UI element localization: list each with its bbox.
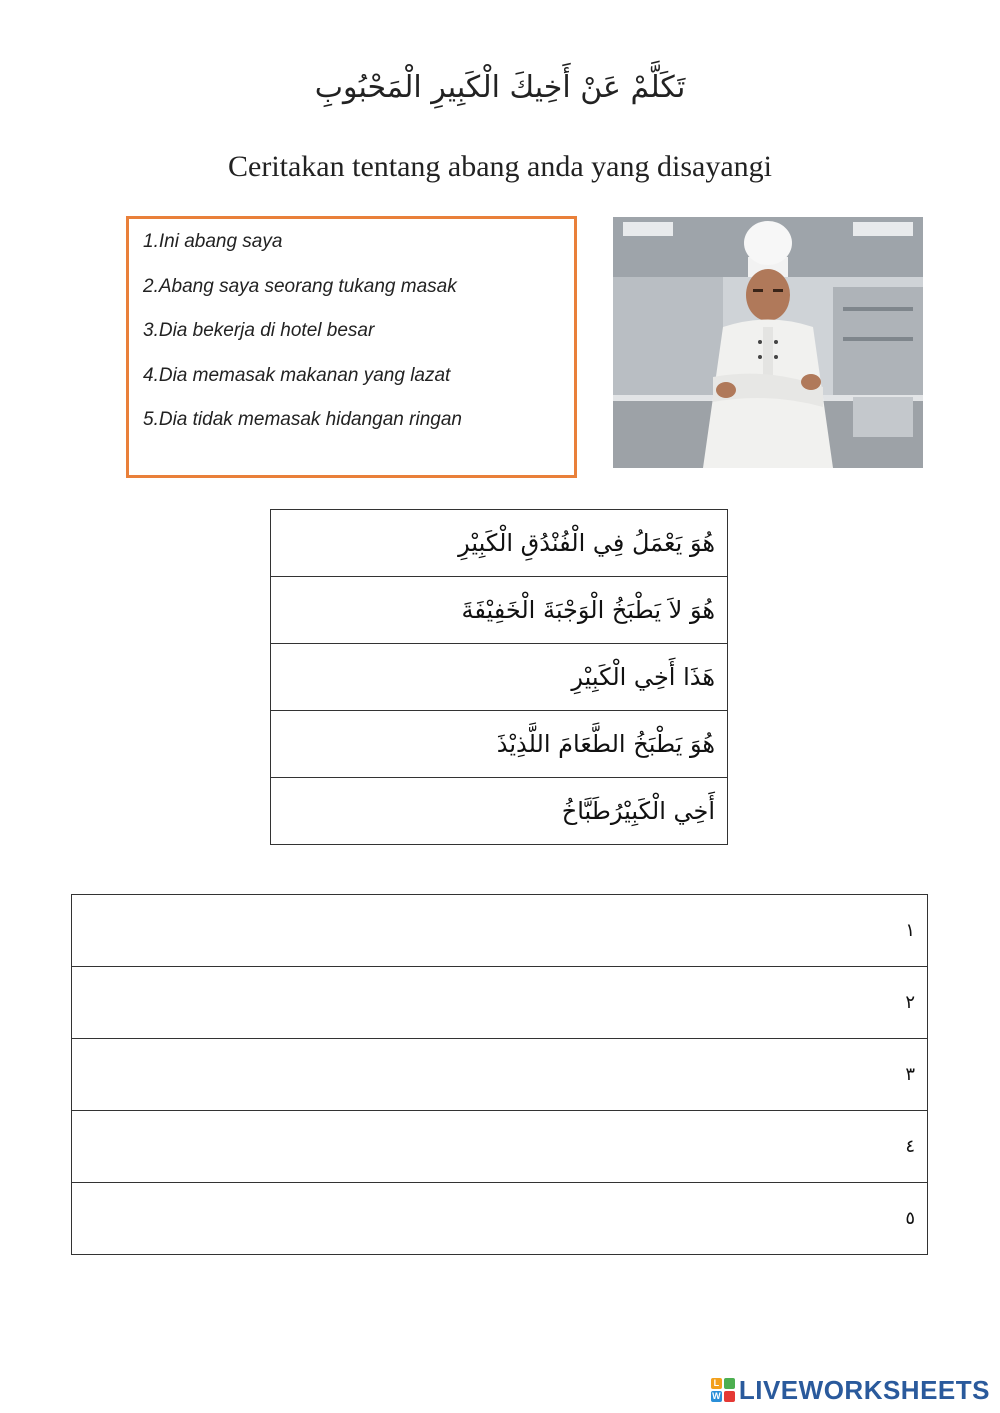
logo-letter-w: W bbox=[712, 1391, 721, 1401]
table-row bbox=[72, 1111, 928, 1183]
answer-row-1[interactable]: ١ bbox=[72, 895, 928, 967]
table-row bbox=[271, 644, 728, 711]
story-line-5: 5.Dia tidak memasak hidangan ringan bbox=[143, 409, 462, 430]
liveworksheets-logo-icon bbox=[711, 1378, 735, 1402]
arabic-sentence-2[interactable]: هُوَ لاَ يَطْبَخُ الْوَجْبَةَ الْخَفِيْفَةَ bbox=[271, 577, 728, 644]
arabic-sentence-4[interactable]: هُوَ يَطْبَخُ الطَّعَامَ اللَّذِيْذَ bbox=[271, 711, 728, 778]
answer-row-2[interactable]: ٢ bbox=[72, 967, 928, 1039]
logo-letter-l: L bbox=[711, 1378, 722, 1389]
story-line-3: 3.Dia bekerja di hotel besar bbox=[143, 320, 375, 341]
story-box bbox=[126, 216, 577, 478]
arabic-sentence-3[interactable]: هَذَا أَخِي الْكَبِيْرِ bbox=[271, 644, 728, 711]
chef-illustration bbox=[613, 217, 923, 468]
table-row bbox=[72, 967, 928, 1039]
table-row bbox=[271, 577, 728, 644]
answer-row-4[interactable]: ٤ bbox=[72, 1111, 928, 1183]
chef-photo bbox=[613, 217, 923, 468]
answer-table bbox=[71, 894, 928, 1255]
arabic-sentence-5[interactable]: أَخِي الْكَبِيْرُطَبَّاخُ bbox=[271, 778, 728, 845]
liveworksheets-logo[interactable] bbox=[711, 1375, 990, 1405]
table-row bbox=[271, 510, 728, 577]
table-row bbox=[72, 895, 928, 967]
table-row bbox=[72, 1183, 928, 1255]
table-row bbox=[271, 711, 728, 778]
answer-row-3[interactable]: ٣ bbox=[72, 1039, 928, 1111]
answer-row-5[interactable]: ٥ bbox=[72, 1183, 928, 1255]
story-line-4: 4.Dia memasak makanan yang lazat bbox=[143, 364, 451, 386]
arabic-sentence-table bbox=[270, 509, 728, 845]
arabic-sentence-1[interactable]: هُوَ يَعْمَلُ فِي الْفُنْدُقِ الْكَبِيْرِ bbox=[271, 510, 728, 577]
story-line-2: 2.Abang saya seorang tukang masak bbox=[143, 275, 457, 297]
page-subtitle: Ceritakan tentang abang anda yang disayangi bbox=[228, 150, 772, 183]
table-row bbox=[72, 1039, 928, 1111]
table-row bbox=[271, 778, 728, 845]
story-line-1: 1.Ini abang saya bbox=[143, 231, 283, 252]
page-title-arabic: تَكَلَّمْ عَنْ أَخِيكَ الْكَبِيرِ الْمَحْبُوبِ bbox=[314, 70, 686, 105]
liveworksheets-brand-text: LIVEWORKSHEETS bbox=[738, 1374, 990, 1405]
